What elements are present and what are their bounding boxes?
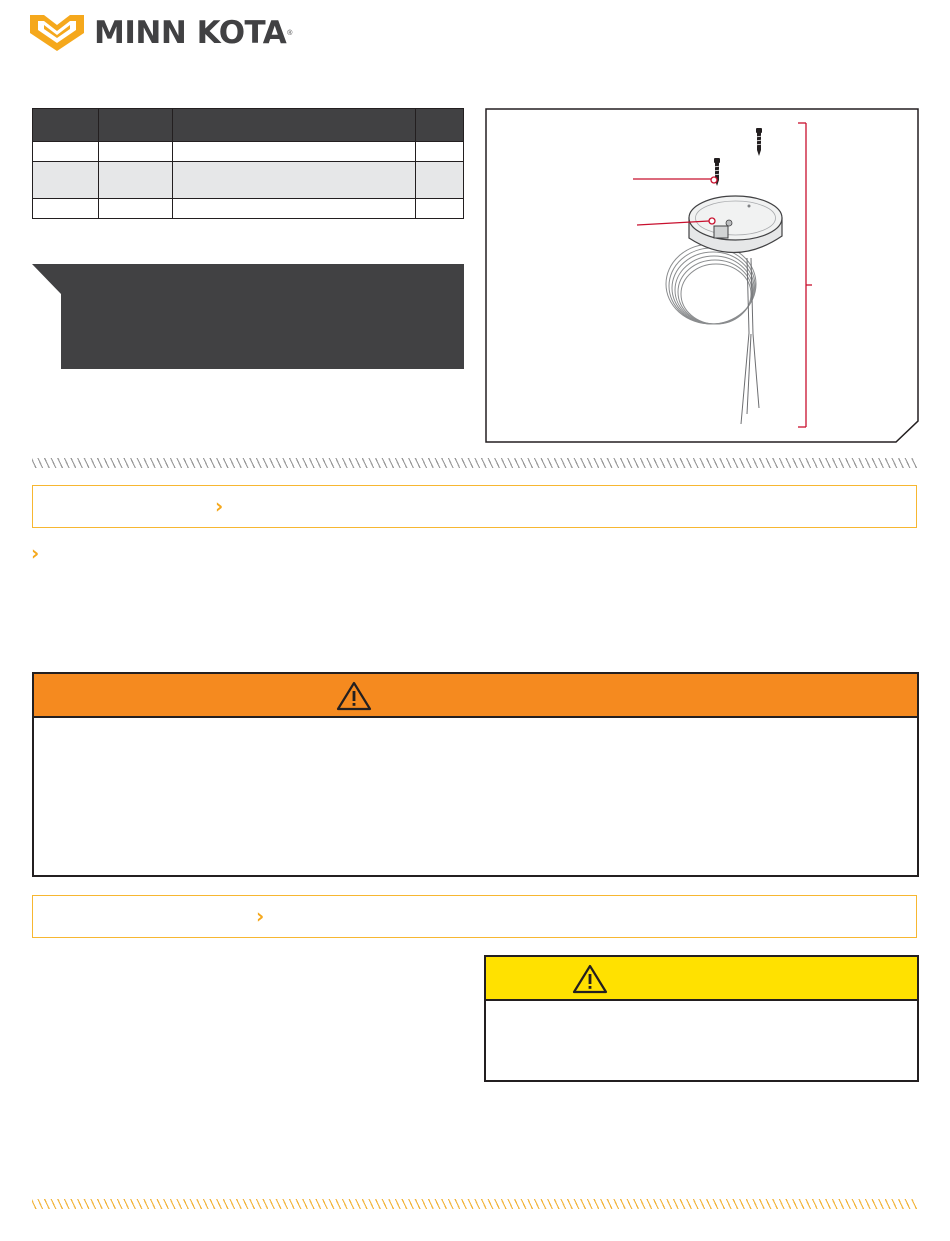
transducer-figure [485,108,919,443]
brand-logo [28,10,292,56]
warning-triangle-icon [572,964,608,994]
chevron-right-icon: › [256,904,265,928]
table-cell [98,162,172,199]
bullet-chevron-icon: › [31,541,40,565]
caution-box [484,955,919,1082]
parts-table-header-cell [33,109,99,142]
parts-table-header-cell [172,109,415,142]
table-row [33,199,464,219]
parts-table-header [33,109,464,142]
table-cell [416,142,464,162]
warning-triangle-icon [336,681,372,711]
warning-header [34,674,917,718]
chevron-right-icon: › [215,494,224,518]
registered-mark: ® [287,29,293,37]
table-cell [172,142,415,162]
note-box [32,264,464,369]
section-heading-box [32,895,917,938]
table-cell [33,142,99,162]
table-cell [416,199,464,219]
table-cell [33,162,99,199]
table-cell [172,162,415,199]
footer-divider [32,1199,918,1209]
parts-table [32,108,464,219]
caution-header [486,957,917,1001]
section-divider [32,458,918,468]
minn-kota-mark-icon [28,11,86,55]
warning-box [32,672,919,877]
table-cell [98,142,172,162]
transducer-puck-icon [689,196,782,253]
table-cell [172,199,415,219]
parts-table-header-cell [416,109,464,142]
table-cell [98,199,172,219]
brand-wordmark: MINN KOTA [94,14,287,51]
table-row [33,142,464,162]
table-row [33,162,464,199]
parts-table-header-cell [98,109,172,142]
section-heading-box [32,485,917,528]
table-cell [33,199,99,219]
table-cell [416,162,464,199]
